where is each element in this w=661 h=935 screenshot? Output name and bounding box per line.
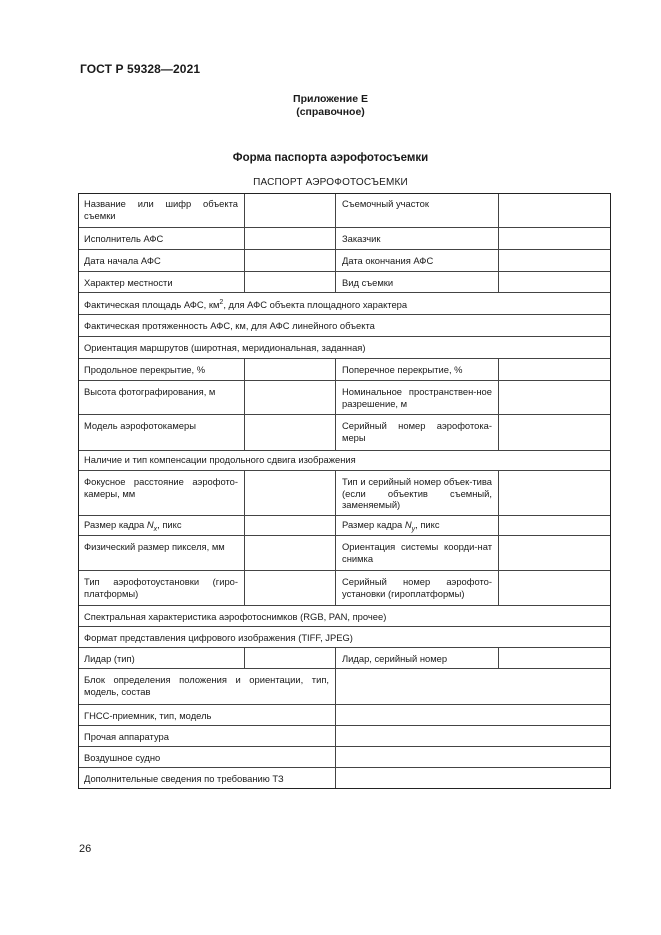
- field-value[interactable]: [498, 272, 611, 292]
- table-row: [78, 626, 611, 647]
- table-row: [78, 605, 611, 626]
- appendix-title: Приложение Е: [293, 93, 368, 105]
- field-label-full: Наличие и тип компенсации продольного сдвига изображения: [84, 454, 356, 465]
- field-value[interactable]: [498, 228, 611, 249]
- table-row: [78, 668, 611, 704]
- field-value[interactable]: [335, 747, 611, 767]
- frame-size-x-label: [78, 516, 244, 535]
- table-row: [78, 193, 611, 227]
- field-value[interactable]: [244, 571, 335, 605]
- table-row: [78, 725, 611, 746]
- field-label: Дополнительные сведения по требованию ТЗ: [84, 773, 284, 784]
- frame-size-unit: , пикс: [157, 519, 182, 530]
- table-row: [78, 380, 611, 414]
- field-label: Ориентация системы коорди-нат снимка: [335, 536, 498, 570]
- field-label: Название или шифр объекта съемки: [84, 198, 238, 221]
- field-label: Характер местности: [84, 277, 173, 288]
- field-value[interactable]: [244, 415, 335, 450]
- table-row: [78, 470, 611, 515]
- frame-size-text: Размер кадра: [342, 519, 405, 530]
- field-value[interactable]: [498, 471, 611, 515]
- table-row: [78, 647, 611, 668]
- area-unit-superscript: 2: [219, 299, 224, 306]
- y-subscript: y: [411, 525, 416, 533]
- field-value[interactable]: [335, 726, 611, 746]
- field-label: Модель аэрофотокамеры: [84, 420, 196, 431]
- field-label: Серийный номер аэрофото-установки (гироплатформы): [335, 571, 498, 605]
- field-value[interactable]: [498, 648, 611, 668]
- field-value[interactable]: [498, 536, 611, 570]
- field-label: Продольное перекрытие, %: [84, 364, 206, 375]
- field-value[interactable]: [244, 193, 335, 227]
- field-label: Вид съемки: [335, 272, 498, 292]
- passport-table: [78, 193, 611, 789]
- field-label: Прочая аппаратура: [84, 731, 169, 742]
- passport-title: ПАСПОРТ АЭРОФОТОСЪЕМКИ: [253, 177, 408, 188]
- field-label: Поперечное перекрытие, %: [335, 359, 498, 380]
- field-value[interactable]: [244, 536, 335, 570]
- field-label: Тип и серийный номер объек-тива (если объектив съемный, заменяемый): [335, 471, 498, 515]
- n-variable: N: [146, 519, 154, 530]
- field-value[interactable]: [498, 193, 611, 227]
- table-row: [78, 249, 611, 271]
- table-row: [78, 767, 611, 789]
- frame-size-unit: , пикс: [415, 519, 440, 530]
- field-label: Высота фотографирования, м: [84, 386, 216, 397]
- field-label: Тип аэрофотоустановки (гиро-платформы): [84, 576, 238, 599]
- table-row: [78, 271, 611, 292]
- table-row: [78, 358, 611, 380]
- field-label: Заказчик: [335, 228, 498, 249]
- frame-size-text: Размер кадра: [84, 519, 147, 530]
- form-title: Форма паспорта аэрофотосъемки: [232, 152, 429, 164]
- field-label: Дата окончания АФС: [335, 250, 498, 271]
- field-label: ГНСС-приемник, тип, модель: [84, 710, 212, 721]
- table-row: [78, 515, 611, 535]
- field-value[interactable]: [244, 516, 335, 535]
- table-row: [78, 314, 611, 336]
- field-label: Дата начала АФС: [84, 255, 161, 266]
- table-row: [78, 336, 611, 358]
- field-label: Блок определения положения и ориентации, тип, модель, состав: [84, 674, 329, 697]
- field-value[interactable]: [244, 272, 335, 292]
- field-value[interactable]: [498, 250, 611, 271]
- n-variable: N: [404, 519, 412, 530]
- area-label-text: Фактическая площадь АФС, км: [84, 299, 220, 311]
- field-label-full: Ориентация маршрутов (широтная, меридиональная, заданная): [84, 342, 366, 353]
- table-row: [78, 704, 611, 725]
- field-label: Исполнитель АФС: [84, 233, 164, 244]
- field-label: Лидар (тип): [84, 653, 135, 664]
- table-row: [78, 535, 611, 570]
- field-value[interactable]: [244, 228, 335, 249]
- area-label-text: , для АФС объекта площадного характера: [223, 299, 408, 311]
- field-value[interactable]: [244, 471, 335, 515]
- table-row: [78, 746, 611, 767]
- field-label: Серийный номер аэрофотока-меры: [335, 415, 498, 450]
- field-value[interactable]: [335, 705, 611, 725]
- page-number: 26: [79, 843, 92, 855]
- standard-header: ГОСТ Р 59328—2021: [80, 62, 201, 76]
- field-label-full: Формат представления цифрового изображения (TIFF, JPEG): [84, 632, 353, 643]
- field-value[interactable]: [498, 571, 611, 605]
- field-value[interactable]: [335, 768, 611, 789]
- field-value[interactable]: [498, 381, 611, 414]
- x-subscript: x: [153, 525, 158, 533]
- table-row: [78, 450, 611, 470]
- field-value[interactable]: [498, 516, 611, 535]
- table-row: [78, 227, 611, 249]
- field-label: Фокусное расстояние аэрофото-камеры, мм: [84, 476, 238, 499]
- field-label: Съемочный участок: [335, 193, 498, 227]
- appendix-subtitle: (справочное): [296, 106, 365, 118]
- field-value[interactable]: [498, 415, 611, 450]
- field-label: Физический размер пикселя, мм: [84, 541, 225, 552]
- field-label: Номинальное пространствен-ное разрешение, м: [335, 381, 498, 414]
- field-value[interactable]: [498, 359, 611, 380]
- field-label: Воздушное судно: [84, 752, 161, 763]
- table-row: [78, 570, 611, 605]
- field-label-full: Спектральная характеристика аэрофотоснимков (RGB, PAN, прочее): [84, 611, 387, 622]
- field-label-full: Фактическая протяженность АФС, км, для АФС линейного объекта: [84, 320, 375, 331]
- table-row: [78, 292, 611, 314]
- field-value[interactable]: [244, 250, 335, 271]
- field-value[interactable]: [244, 381, 335, 414]
- field-value[interactable]: [335, 669, 611, 704]
- field-value[interactable]: [244, 359, 335, 380]
- table-row: [78, 414, 611, 450]
- field-value[interactable]: [244, 648, 335, 668]
- field-label-full: [78, 293, 611, 314]
- frame-size-y-label: [335, 516, 498, 535]
- field-label: Лидар, серийный номер: [335, 648, 498, 668]
